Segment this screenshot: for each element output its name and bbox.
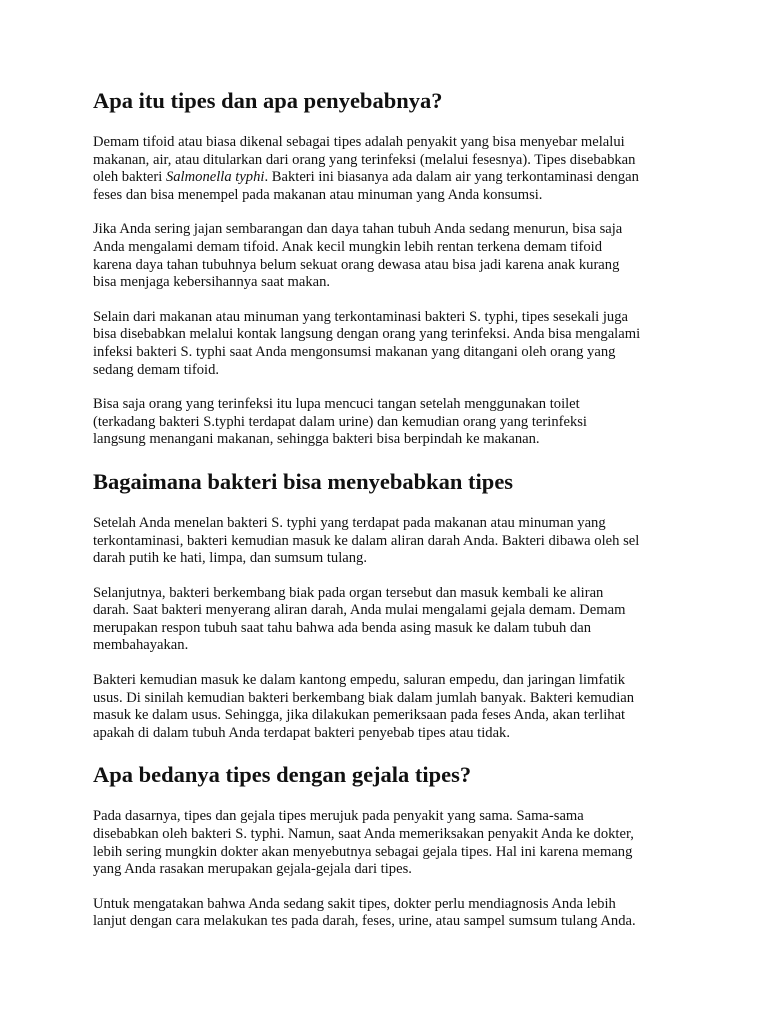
paragraph — [93, 309, 683, 379]
text-line: sedang demam tifoid. — [93, 361, 220, 378]
section-heading: Bagaimana bakteri bisa menyebabkan tipes — [93, 468, 514, 494]
text-line: usus. Di sinilah kemudian bakteri berkembang biak dalam jumlah banyak. Bakteri kemudian — [93, 689, 635, 706]
text-line: karena daya tahan tubuhnya belum sekuat orang dewasa atau bisa jadi karena anak kurang — [93, 256, 620, 273]
text-line: darah putih ke hati, limpa, dan sumsum tulang. — [93, 550, 367, 567]
text-line — [93, 169, 683, 187]
section-apa-itu-tipes — [93, 86, 683, 449]
text-line: Pada dasarnya, tipes dan gejala tipes merujuk pada penyakit yang sama. Sama-sama — [93, 808, 584, 825]
paragraph — [93, 396, 683, 449]
text-line: infeksi bakteri S. typhi saat Anda mengonsumsi makanan yang ditangani oleh orang yang — [93, 343, 616, 360]
text-line: Setelah Anda menelan bakteri S. typhi yang terdapat pada makanan atau minuman yang — [93, 514, 606, 531]
text-line: Bakteri kemudian masuk ke dalam kantong empedu, saluran empedu, dan jaringan limfatik — [93, 672, 626, 689]
text-line: disebabkan oleh bakteri S. typhi. Namun, saat Anda memeriksakan penyakit Anda ke dokter, — [93, 826, 634, 843]
species-name: Salmonella typhi — [165, 169, 265, 186]
text-line: darah. Saat bakteri menyerang aliran darah, Anda mulai mengalami gejala demam. Demam — [93, 602, 626, 619]
paragraph — [93, 672, 683, 742]
text-line: merupakan respon tubuh saat tahu bahwa ada benda asing masuk ke dalam tubuh dan — [93, 619, 592, 636]
text-line: Selanjutnya, bakteri berkembang biak pada organ tersebut dan masuk kembali ke aliran — [93, 584, 604, 601]
paragraph — [93, 896, 683, 931]
paragraph — [93, 515, 683, 568]
text-line: Jika Anda sering jajan sembarangan dan daya tahan tubuh Anda sedang menurun, bisa saja — [93, 221, 623, 238]
text-line: Demam tifoid atau biasa dikenal sebagai tipes adalah penyakit yang bisa menyebar melalui — [93, 134, 625, 150]
section-heading: Apa itu tipes dan apa penyebabnya? — [93, 88, 443, 113]
text-line: apakah di dalam tubuh Anda terdapat bakteri penyebab tipes atau tidak. — [93, 724, 510, 741]
text-line: Untuk mengatakan bahwa Anda sedang sakit tipes, dokter perlu mendiagnosis Anda lebih — [93, 895, 616, 912]
text-line: bisa disebabkan melalui kontak langsung dengan orang yang terinfeksi. Anda bisa mengalami — [93, 326, 641, 343]
text-line: masuk ke dalam usus. Sehingga, jika dilakukan pemeriksaan pada feses Anda, akan terlihat — [93, 707, 626, 724]
text-line: feses dan bisa menempel pada makanan atau minuman yang Anda konsumsi. — [93, 186, 543, 203]
document-page — [93, 86, 683, 949]
text-line: Anda mengalami demam tifoid. Anak kecil mungkin lebih rentan terkena demam tifoid — [93, 238, 603, 255]
section-apa-bedanya — [93, 760, 683, 931]
text-line: makanan, air, atau ditularkan dari orang yang terinfeksi (melalui fesesnya). Tipes disebabkan — [93, 151, 636, 168]
text-line: Bisa saja orang yang terinfeksi itu lupa mencuci tangan setelah menggunakan toilet — [93, 396, 580, 413]
text-line: lanjut dengan cara melakukan tes pada darah, feses, urine, atau sampel sumsum tulang Anda. — [93, 913, 636, 930]
text-line: Selain dari makanan atau minuman yang terkontaminasi bakteri S. typhi, tipes sesekali juga — [93, 308, 628, 325]
paragraph — [93, 585, 683, 655]
paragraph — [93, 221, 683, 291]
text-run: oleh bakteri — [93, 169, 166, 186]
paragraph — [93, 134, 683, 204]
section-heading: Apa bedanya tipes dengan gejala tipes? — [93, 762, 472, 788]
text-line: yang Anda rasakan merupakan gejala-gejala dari tipes. — [93, 861, 412, 878]
section-bagaimana-bakteri — [93, 467, 683, 743]
text-line: langsung menangani makanan, sehingga bakteri bisa berpindah ke makanan. — [93, 431, 540, 448]
text-line: lebih sering mungkin dokter akan menyebutnya sebagai gejala tipes. Hal ini karena memang — [93, 843, 633, 860]
text-line: (terkadang bakteri S.typhi terdapat dalam urine) dan kemudian orang yang terinfeksi — [93, 413, 587, 430]
text-line: terkontaminasi, bakteri kemudian masuk ke dalam aliran darah Anda. Bakteri dibawa oleh sel — [93, 532, 640, 549]
text-line: bisa menjaga kebersihannya saat makan. — [93, 274, 331, 291]
text-run: . Bakteri ini biasanya ada dalam air yang terkontaminasi dengan — [264, 169, 639, 186]
text-line: membahayakan. — [93, 637, 189, 654]
paragraph — [93, 808, 683, 878]
